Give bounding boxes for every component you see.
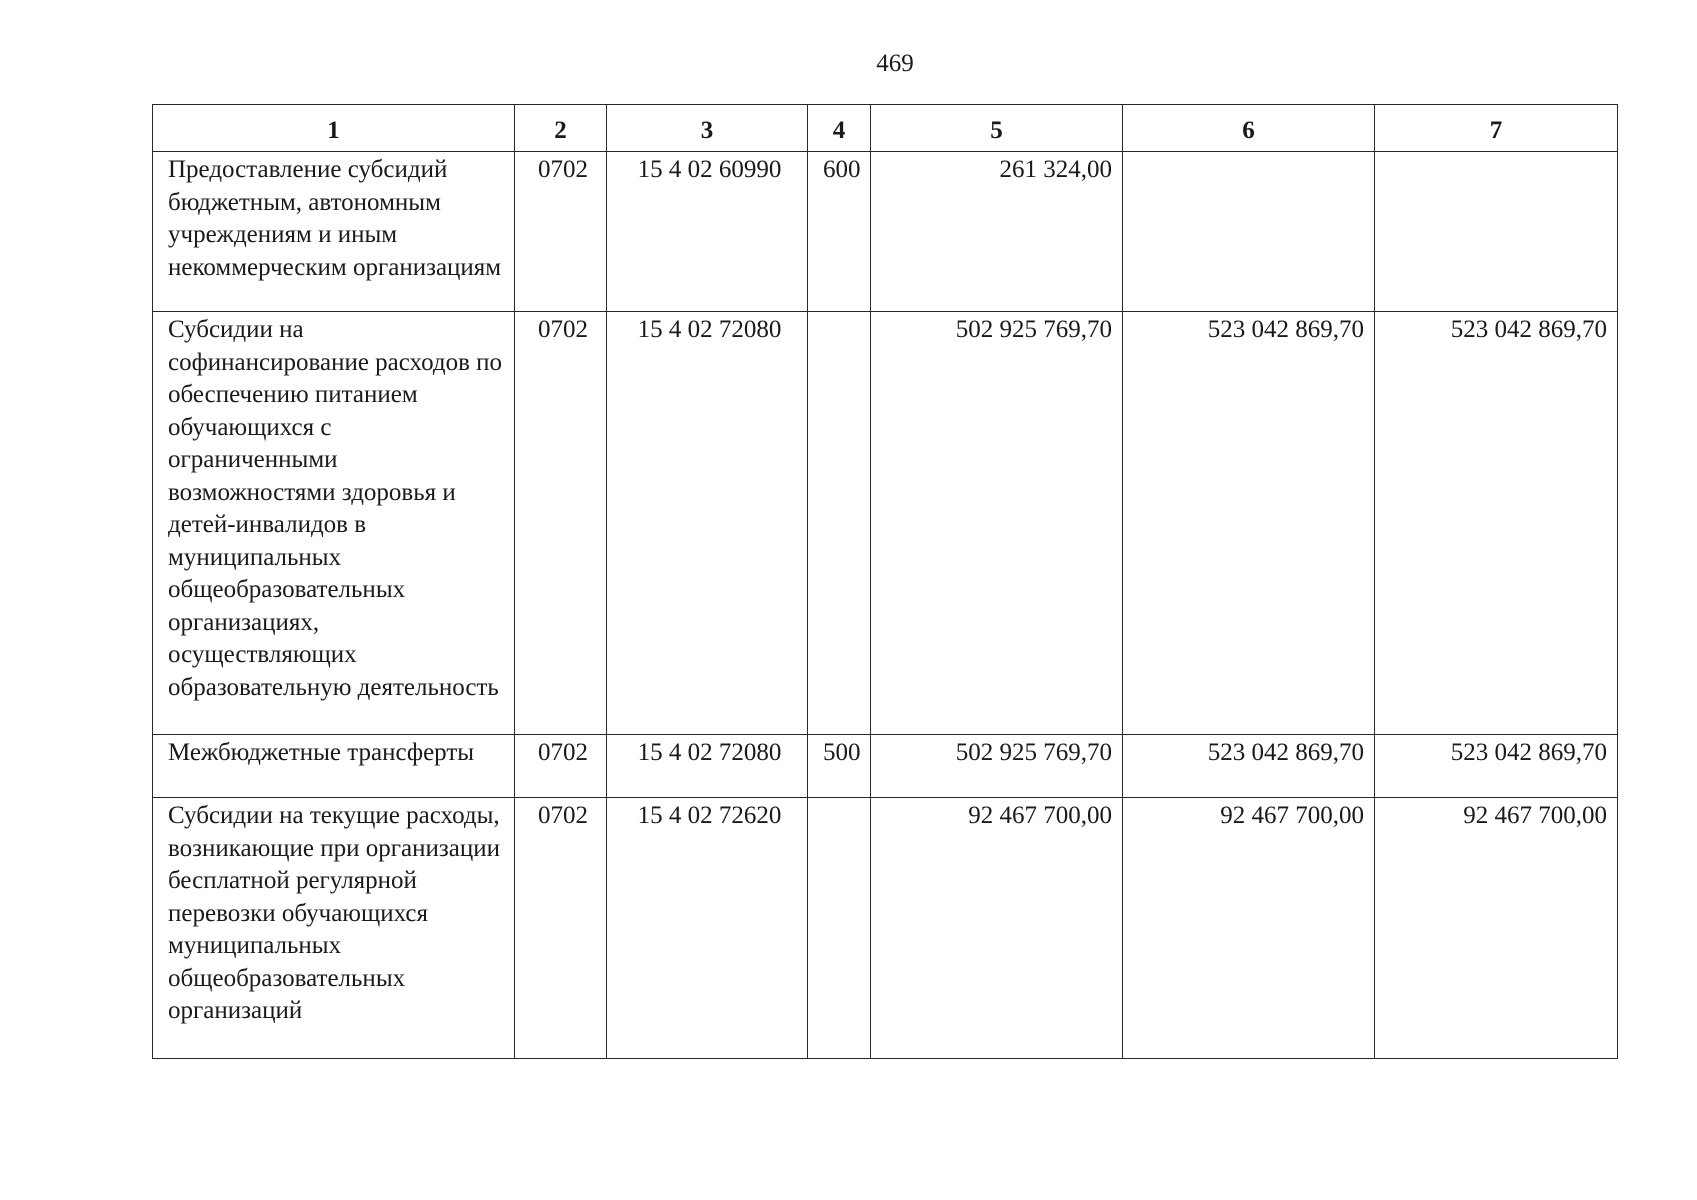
row-value-6: 523 042 869,70: [1123, 735, 1375, 798]
row-section: 0702: [515, 312, 607, 735]
row-type: 600: [808, 152, 871, 312]
row-value-7: [1375, 152, 1618, 312]
row-code: 15 4 02 72620: [607, 798, 808, 1059]
row-section: 0702: [515, 152, 607, 312]
column-header-5: 5: [871, 105, 1123, 152]
row-value-7: 92 467 700,00: [1375, 798, 1618, 1059]
table-row: [153, 152, 1618, 312]
page-number: 469: [876, 50, 914, 77]
row-value-7: 523 042 869,70: [1375, 312, 1618, 735]
row-name: Предоставление субсидий бюджетным, автономным учреждениям и иным некоммерческим организациям: [153, 152, 515, 312]
row-value-7: 523 042 869,70: [1375, 735, 1618, 798]
row-name: Межбюджетные трансферты: [153, 735, 515, 798]
row-code: 15 4 02 72080: [607, 312, 808, 735]
row-code: 15 4 02 60990: [607, 152, 808, 312]
row-value-5: 261 324,00: [871, 152, 1123, 312]
row-code: 15 4 02 72080: [607, 735, 808, 798]
column-header-6: 6: [1123, 105, 1375, 152]
row-name: Субсидии на текущие расходы, возникающие при организации бесплатной регулярной перевозки обучающихся муниципальных общеобразовательных организаций: [153, 798, 515, 1059]
row-section: 0702: [515, 735, 607, 798]
row-value-6: 523 042 869,70: [1123, 312, 1375, 735]
row-section: 0702: [515, 798, 607, 1059]
row-value-5: 502 925 769,70: [871, 312, 1123, 735]
table-header-row: [153, 105, 1618, 152]
row-value-5: 92 467 700,00: [871, 798, 1123, 1059]
row-type: [808, 798, 871, 1059]
row-type: 500: [808, 735, 871, 798]
row-value-6: 92 467 700,00: [1123, 798, 1375, 1059]
table-row: [153, 735, 1618, 798]
row-value-5: 502 925 769,70: [871, 735, 1123, 798]
row-value-6: [1123, 152, 1375, 312]
column-header-1: 1: [153, 105, 515, 152]
column-header-2: 2: [515, 105, 607, 152]
table-row: [153, 798, 1618, 1059]
row-type: [808, 312, 871, 735]
row-name: Субсидии на софинансирование расходов по обеспечению питанием обучающихся с ограниченными возможностями здоровья и детей-инвалидов в муниципальных общеобразовательных организациях, осуществляющих образовательную деятельность: [153, 312, 515, 735]
budget-table: [152, 104, 1618, 1059]
column-header-7: 7: [1375, 105, 1618, 152]
column-header-4: 4: [808, 105, 871, 152]
table-row: [153, 312, 1618, 735]
column-header-3: 3: [607, 105, 808, 152]
